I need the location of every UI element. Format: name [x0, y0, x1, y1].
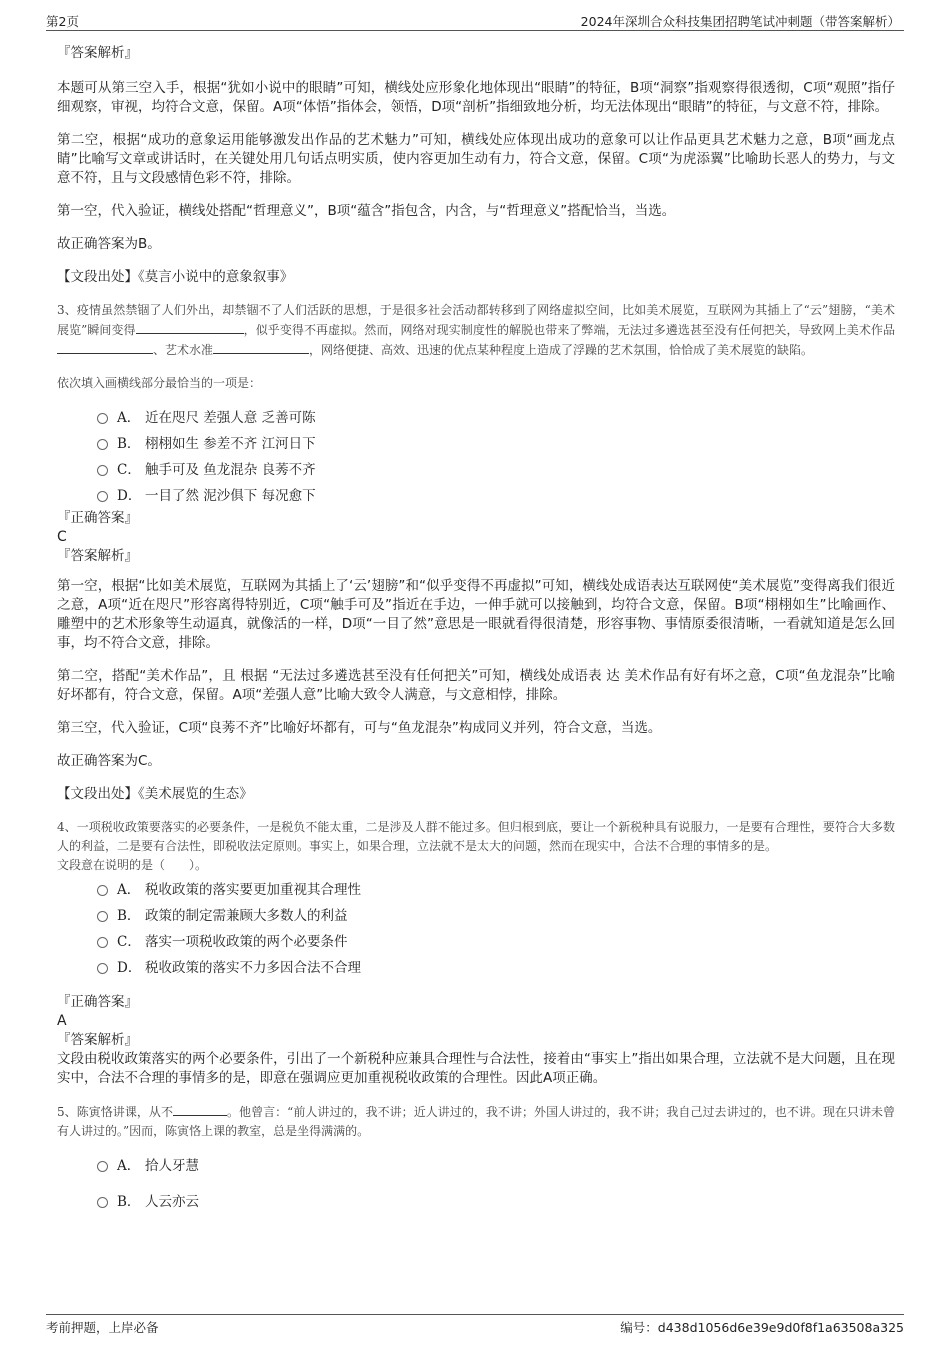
fill-blank — [136, 320, 244, 334]
radio-button[interactable] — [97, 885, 108, 896]
option-b[interactable]: B． 人云亦云 — [97, 1189, 895, 1215]
q3-analysis-para: 第一空，根据“比如美术展览，互联网为其插上了‘云’翅膀”和“似乎变得不再虚拟”可知，横线处成语表达互联网使“美术展览”变得离我们很近之意，A项“近在咫尺”形容离得特别近，C项“触手可及”指近在手边，一伸手就可以接触到，均符合文意，保留。B项“栩栩如生”比喻画作、雕塑中的艺术形象等生动逼真，就像活的一样，D项“一目了然”意思是一眼就看得很清楚，形容事物、事情原委很清晰，一看就知道是怎么回事，均不符合文意，排除。 — [57, 578, 895, 651]
radio-button[interactable] — [97, 937, 108, 948]
q2-conclusion: 故正确答案为B。 — [57, 236, 161, 252]
document-id: 编号：d438d1056d6e39e9d0f8f1a63508a325 — [620, 1320, 904, 1335]
q2-source: 【文段出处】《莫言小说中的意象叙事》 — [57, 269, 294, 285]
q3-analysis-label: 『答案解析』 — [57, 548, 138, 564]
q4-instruction: 文段意在说明的是（ ）。 — [57, 858, 208, 872]
radio-button[interactable] — [97, 491, 108, 502]
fill-blank — [213, 340, 309, 354]
fill-blank — [173, 1102, 227, 1116]
footer-slogan: 考前押题，上岸必备 — [46, 1320, 159, 1335]
radio-button[interactable] — [97, 413, 108, 424]
option-a[interactable]: A． 拾人牙慧 — [97, 1153, 895, 1189]
page-number: 第2页 — [46, 14, 79, 29]
page-header — [46, 12, 904, 31]
option-b[interactable]: B． 政策的制定需兼顾大多数人的利益 — [97, 903, 895, 929]
option-c[interactable]: C． 落实一项税收政策的两个必要条件 — [97, 929, 895, 955]
q3-conclusion: 故正确答案为C。 — [57, 753, 161, 769]
q3-instruction: 依次填入画横线部分最恰当的一项是： — [57, 376, 262, 390]
option-d[interactable]: D． 税收政策的落实不力多因合法不合理 — [97, 955, 895, 981]
radio-button[interactable] — [97, 1197, 108, 1208]
q3-stem: 3、疫情虽然禁锢了人们外出，却禁锢不了人们活跃的思想，于是很多社会活动都转移到了网络虚拟空间，比如美术展览，互联网为其插上了“云”翅膀，“美术展览”瞬间变得 ，似乎变得不再虚拟。然而，网络对现实制度性的解脱也带来了弊端，无法过多遴选甚至没有任何把关，导致网上美术作品、艺术水准 ，网络便捷、高效、迅速的优点某种程度上造成了浮躁的艺术氛围，恰恰成了美术展览的缺陷。 — [57, 303, 895, 357]
radio-button[interactable] — [97, 439, 108, 450]
q4-analysis-para: 文段由税收政策落实的两个必要条件，引出了一个新税种应兼具合理性与合法性，接着由“事实上”指出如果合理，立法就不是大问题，且在现实中，合法不合理的事情多的是，即意在强调应更加重视税收政策的合理性。因此A项正确。 — [57, 1051, 895, 1086]
q3-source: 【文段出处】《美术展览的生态》 — [57, 786, 253, 802]
q2-analysis-para: 第一空，代入验证，横线处搭配“哲理意义”，B项“蕴含”指包含，内含，与“哲理意义”搭配恰当，当选。 — [57, 203, 676, 219]
q5-stem: 5、陈寅恪讲课，从不 。他曾言：“前人讲过的，我不讲；近人讲过的，我不讲；外国人讲过的，我不讲；我自己过去讲过的，也不讲。现在只讲未曾有人讲过的。”因而，陈寅恪上课的教室，总是坐得满满的。 — [57, 1102, 895, 1141]
q2-analysis-label: 『答案解析』 — [57, 45, 138, 61]
q3-options — [97, 405, 895, 509]
page-content — [57, 44, 895, 1215]
q4-correct-label: 『正确答案』 — [57, 994, 138, 1010]
q3-answer: C — [57, 529, 67, 545]
option-c[interactable]: C． 触手可及 鱼龙混杂 良莠不齐 — [97, 457, 895, 483]
option-d[interactable]: D． 一目了然 泥沙俱下 每况愈下 — [97, 483, 895, 509]
radio-button[interactable] — [97, 963, 108, 974]
q5-options — [97, 1153, 895, 1215]
option-a[interactable]: A． 近在咫尺 差强人意 乏善可陈 — [97, 405, 895, 431]
q4-stem: 4、一项税收政策要落实的必要条件，一是税负不能太重，二是涉及人群不能过多。但归根到底，要让一个新税种具有说服力，一是要有合理性，要符合大多数人的利益，二是要有合法性，即税收法定原则。事实上，如果合理，立法就不是太大的问题，然而在现实中，合法不合理的事情多的是。 — [57, 820, 895, 853]
q4-analysis-label: 『答案解析』 — [57, 1032, 138, 1048]
option-a[interactable]: A． 税收政策的落实要更加重视其合理性 — [97, 877, 895, 903]
radio-button[interactable] — [97, 911, 108, 922]
q3-analysis-para: 第二空，搭配“美术作品”，且 根据 “无法过多遴选甚至没有任何把关”可知，横线处成语表 达 美术作品有好有坏之意，C项“鱼龙混杂”比喻好坏都有，符合文意，保留。A项“差强人意”比喻大致令人满意，与文意相悖，排除。 — [57, 668, 895, 703]
q2-analysis-para: 本题可从第三空入手，根据“犹如小说中的眼睛”可知，横线处应形象化地体现出“眼睛”的特征，B项“洞察”指观察得很透彻，C项“观照”指仔细观察，审视，均符合文意，保留。A项“体悟”指体会，领悟，D项“剖析”指细致地分析，均无法体现出“眼睛”的特征，与文意不符，排除。 — [57, 80, 895, 115]
page-footer — [46, 1314, 904, 1335]
q3-correct-label: 『正确答案』 — [57, 510, 138, 526]
option-b[interactable]: B． 栩栩如生 参差不齐 江河日下 — [97, 431, 895, 457]
q4-answer: A — [57, 1013, 67, 1029]
q3-analysis-para: 第三空，代入验证，C项“良莠不齐”比喻好坏都有，可与“鱼龙混杂”构成同义并列，符合文意，当选。 — [57, 720, 662, 736]
q4-options — [97, 877, 895, 981]
radio-button[interactable] — [97, 465, 108, 476]
fill-blank — [57, 340, 153, 354]
radio-button[interactable] — [97, 1161, 108, 1172]
document-title: 2024年深圳合众科技集团招聘笔试冲刺题（带答案解析） — [580, 14, 900, 29]
q2-analysis-para: 第二空，根据“成功的意象运用能够激发出作品的艺术魅力”可知，横线处应体现出成功的意象可以让作品更具艺术魅力之意，B项“画龙点睛”比喻写文章或讲话时，在关键处用几句话点明实质，使内容更加生动有力，符合文意，保留。C项“为虎添翼”比喻助长恶人的势力，与文意不符，且与文段感情色彩不符，排除。 — [57, 132, 895, 186]
